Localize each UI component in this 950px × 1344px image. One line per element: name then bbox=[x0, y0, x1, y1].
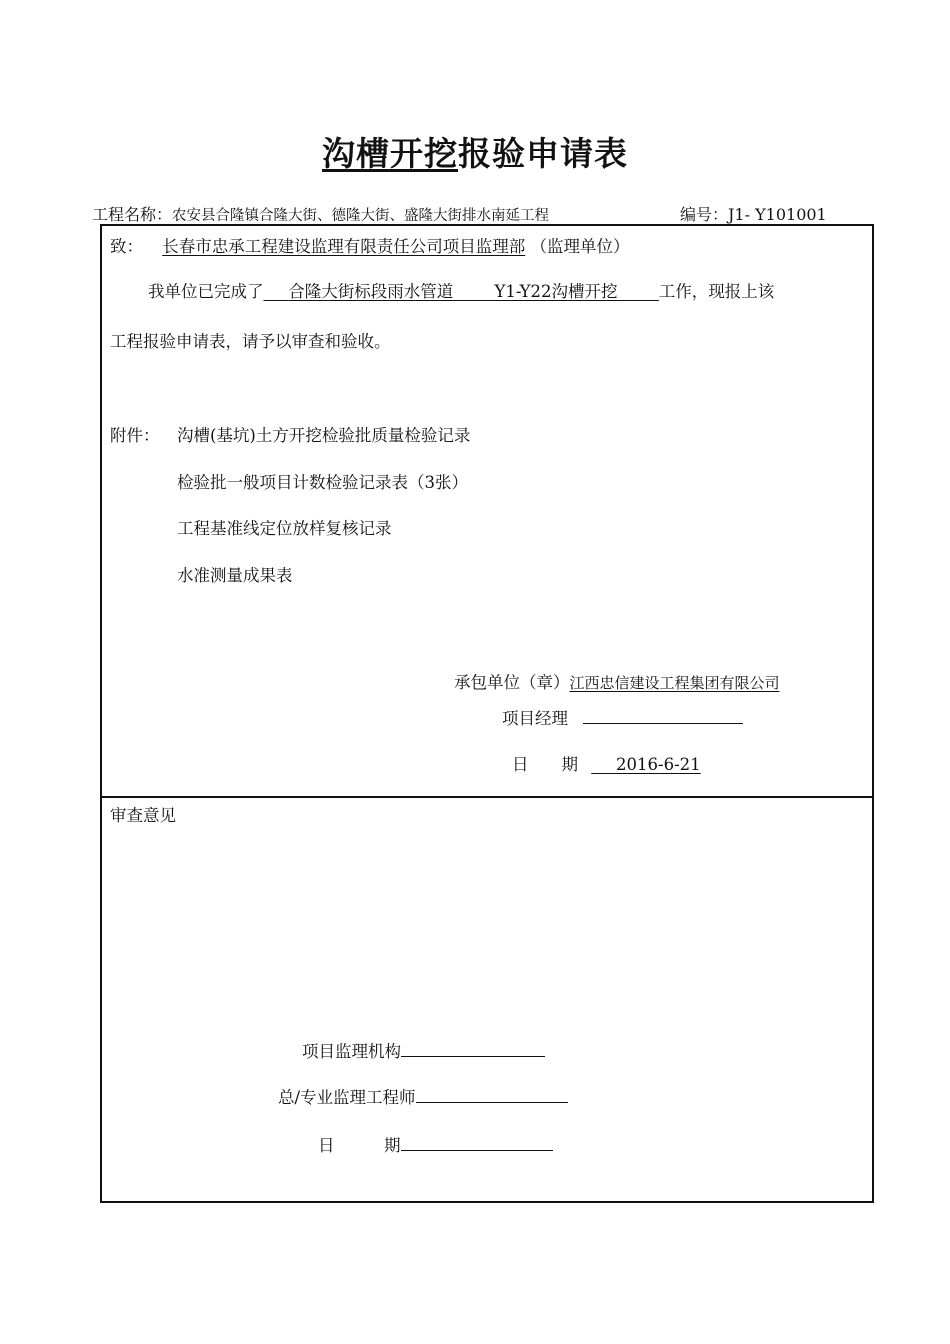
review-date-blank bbox=[401, 1134, 553, 1151]
to-line bbox=[110, 233, 630, 257]
attachments-label: 附件： bbox=[110, 426, 160, 445]
section-divider bbox=[102, 796, 872, 798]
review-org-blank bbox=[401, 1040, 545, 1057]
manager-line bbox=[502, 705, 743, 729]
review-org-label: 项目监理机构 bbox=[302, 1042, 401, 1061]
attachment-item: 水准测量成果表 bbox=[177, 566, 293, 585]
project-name-value: 农安县合隆镇合隆大街、德隆大街、盛隆大街排水南延工程 bbox=[172, 208, 550, 224]
attachment-item: 工程基准线定位放样复核记录 bbox=[177, 519, 392, 538]
request-line: 工程报验申请表，请予以审查和验收。 bbox=[110, 332, 391, 351]
attachment-item: 沟槽(基坑)土方开挖检验批质量检验记录 bbox=[177, 426, 471, 445]
document-code: 编号：J1- Y101001 bbox=[680, 205, 827, 224]
page-title bbox=[0, 128, 950, 175]
application-form bbox=[100, 224, 874, 1203]
manager-label: 项目经理 bbox=[502, 709, 568, 728]
completed-suffix: 工作，现报上该 bbox=[658, 282, 775, 301]
review-heading: 审查意见 bbox=[110, 806, 176, 825]
to-value: 长春市忠承工程建设监理有限责任公司项目监理部 bbox=[162, 237, 526, 256]
completed-item1-wrap bbox=[264, 282, 659, 301]
project-name-label: 工程名称： bbox=[92, 205, 173, 224]
date-label: 日 期 bbox=[512, 755, 578, 774]
review-engineer-blank bbox=[416, 1086, 568, 1103]
completed-item1: 合隆大街标段雨水管道 bbox=[288, 282, 454, 301]
completed-item2: Y1-Y22沟槽开挖 bbox=[494, 282, 618, 301]
review-engineer-line bbox=[278, 1084, 568, 1108]
header-line bbox=[92, 202, 852, 225]
to-suffix: （监理单位） bbox=[530, 237, 630, 256]
review-org-line bbox=[302, 1038, 545, 1062]
date-line bbox=[512, 751, 837, 775]
completed-line bbox=[148, 278, 774, 302]
title-rest: 报验申请表 bbox=[458, 134, 628, 173]
contractor-value: 江西忠信建设工程集团有限公司 bbox=[569, 674, 780, 692]
to-label: 致： bbox=[110, 237, 143, 256]
review-engineer-label: 总/专业监理工程师 bbox=[278, 1088, 416, 1107]
manager-signature-blank bbox=[583, 707, 743, 724]
review-date-line bbox=[318, 1132, 553, 1156]
contractor-line bbox=[454, 669, 780, 693]
date-value: 2016-6-21 bbox=[616, 755, 701, 774]
title-underlined: 沟槽开挖 bbox=[322, 134, 458, 173]
review-date-label: 日 期 bbox=[318, 1136, 401, 1155]
contractor-label: 承包单位（章） bbox=[454, 673, 570, 692]
date-value-wrap bbox=[591, 755, 837, 774]
attachment-item: 检验批一般项目计数检验记录表（3张） bbox=[177, 473, 468, 492]
completed-prefix: 我单位已完成了 bbox=[148, 282, 264, 301]
